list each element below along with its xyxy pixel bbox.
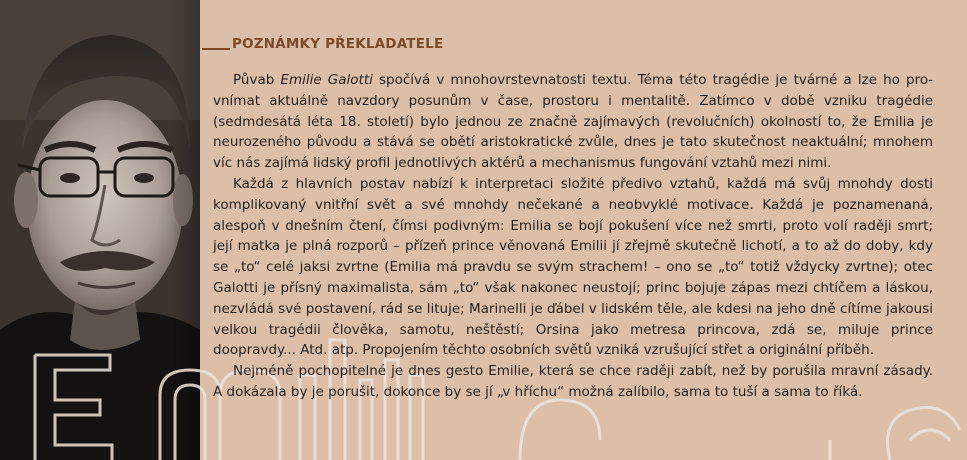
translator-notes-text [213, 70, 933, 403]
paragraph-2: Každá z hlavních postav nabízí k interpretaci složité předivo vztahů, každá má svůj mnohdy dosti komplikovaný vnitřní svět a své mnohdy nečekané a neobvyklé motivace. Každá je poznamenaná, alespoň v dnešním čtení, čímsi podivným: Emilia se bojí pokušení více než smrti, proto volí raději smrt; její matka je plná rozporů – přízeň prince věnovaná Emilii jí zřejmě skutečně lichotí, a to až do doby, kdy se „to“ celé jaksi zvrtne (Emilia má pravdu se svým strachem! – ono se „to“ totiž vždycky zvrtne); otec Galotti je přísný maximalista, sám „to“ však nakonec neustojí; princ bojuje zápas mezi chtíčem a láskou, nezvládá své postavení, rád se lituje; Marinelli je ďábel v lidském těle, ale kdesi na jeho dně cítíme jakousi velkou tragédii člověka, samotu, neštěstí; Orsina jako metresa princova, zdá se, miluje prince doopravdy... Atd. atp. Propojením těchto osobních světů vzniká vzrušující střet a originální příběh. [213, 175, 933, 359]
section-heading: POZNÁMKY PŘEKLADATELE [232, 36, 444, 52]
heading-rule [202, 48, 230, 50]
paragraph-1-rest: spočívá v mnohovrstevnatosti textu. Téma této tragédie je tvárné a lze ho provnímat aktuálně navzdory posunům v čase, prostoru i mentalitě. Zatímco v době vzniku tragédie (sedmdesátá léta 18. století) bylo jednou ze značně zajímavých (revolučních) okolností to, že Emilia je neurozeného původu a stává se obětí aristokratické zvůle, dnes je tato skutečnost neaktuální; mnohem víc nás zajímá lidský profil jednotlivých aktérů a mechanismus fungování vztahů mezi nimi. [213, 72, 933, 172]
paragraph-1-start: Půvab [233, 72, 281, 88]
paragraph-1 [213, 70, 933, 174]
paragraph-3: Nejméně pochopitelné je dnes gesto Emilie, která se chce raději zabít, než by porušila mravní zásady. A dokázala by je porušit, dokonce by se jí „v hříchu“ možná zalíbilo, sama to tuší a sama to říká. [213, 363, 933, 400]
play-title: Emilie Galotti [280, 72, 373, 88]
portrait-photo [0, 0, 200, 460]
portrait-drawing [0, 0, 200, 460]
heading-block [202, 36, 443, 52]
